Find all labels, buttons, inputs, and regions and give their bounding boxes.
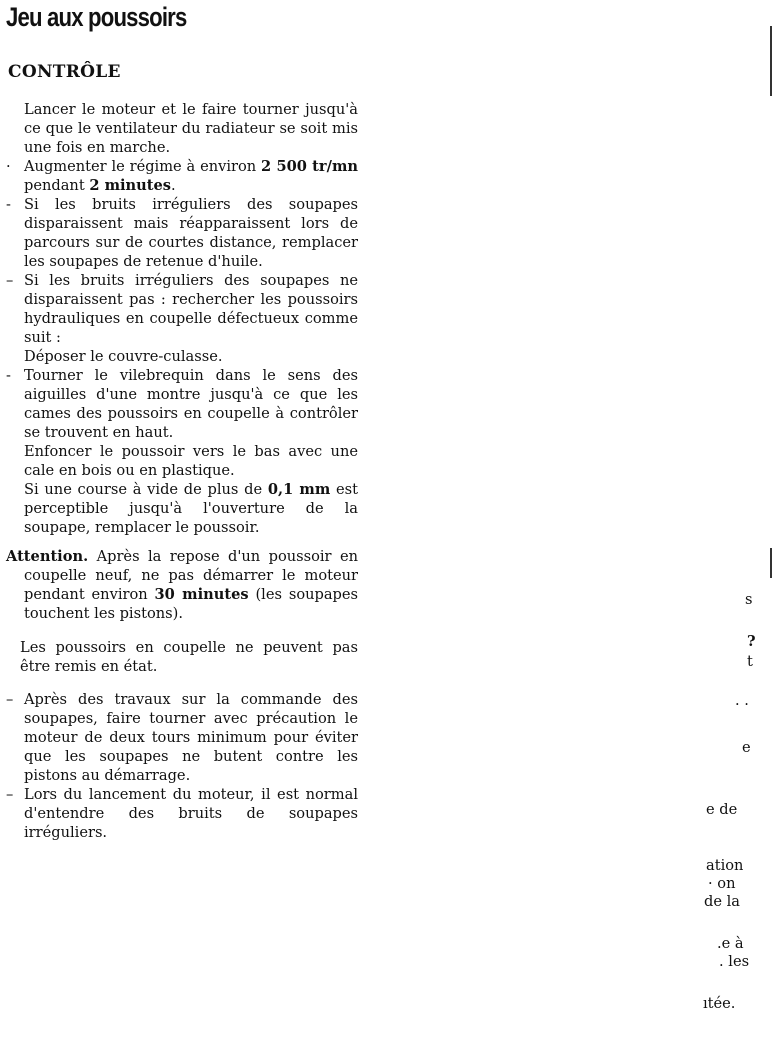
repair-note: Les poussoirs en coupelle ne peuvent pas être remis en état.: [20, 638, 358, 675]
edge-fragment: ?: [747, 633, 756, 650]
step-8: [6, 480, 358, 537]
attention-duration: 30 minutes: [154, 586, 249, 603]
edge-fragment: ıtée.: [703, 995, 736, 1012]
step-2-duration: 2 minutes: [89, 177, 172, 194]
step-8-text-post: est perceptible jusqu'à l'ouverture de la soupape, remplacer le poussoir.: [24, 481, 358, 536]
step-6-bullet: -: [6, 367, 11, 384]
step-3-text: Si les bruits irréguliers des soupapes disparaissent mais réapparaissent lors de parcours sur de courtes distance, remplacer les soupapes de retenue d'huile.: [24, 196, 358, 270]
edge-fragment: e de: [706, 801, 738, 818]
step-2-text-mid: pendant: [24, 177, 90, 194]
page-title: Jeu aux poussoirs: [6, 2, 187, 32]
step-5: [6, 347, 358, 366]
step-2-bullet: ·: [6, 158, 11, 175]
step-4: [6, 271, 358, 347]
step-1-text: Lancer le moteur et le faire tourner jusqu'à ce que le ventilateur du radiateur se soit mis une fois en marche.: [24, 101, 358, 156]
step-2-text-pre: Augmenter le régime à environ: [24, 158, 262, 175]
main-column: [6, 100, 358, 842]
after-step-2-bullet: –: [6, 786, 14, 804]
page-edge-rule: [770, 548, 772, 578]
step-5-text: Déposer le couvre-culasse.: [24, 348, 223, 365]
edge-fragment: e: [742, 739, 751, 756]
step-7: [6, 442, 358, 480]
edge-fragment: · on: [708, 875, 736, 892]
attention-text-pre: Après la repose d'un poussoir en coupelle neuf, ne pas démarrer le moteur pendant environ: [24, 548, 358, 603]
step-4-bullet: –: [6, 272, 14, 289]
step-2-rpm: 2 500 tr/mn: [261, 158, 358, 175]
step-3: [6, 195, 358, 271]
step-1: [6, 100, 358, 157]
edge-fragment: . les: [719, 953, 750, 970]
edge-fragment: t: [747, 653, 753, 670]
attention-label: Attention.: [6, 548, 89, 565]
edge-fragment: de la: [704, 893, 740, 910]
attention-note: [6, 547, 358, 623]
after-step-1-text: Après des travaux sur la commande des soupapes, faire tourner avec précaution le moteur de deux tours minimum pour éviter que les soupapes ne butent contre les pistons au démarrage.: [24, 691, 358, 785]
step-8-text-pre: Si une course à vide de plus de: [24, 481, 268, 498]
step-6: [6, 366, 358, 442]
edge-fragment: .e à: [717, 935, 744, 952]
after-step-1: [6, 690, 358, 785]
step-3-bullet: -: [6, 196, 11, 213]
step-7-text: Enfoncer le poussoir vers le bas avec une cale en bois ou en plastique.: [24, 443, 358, 479]
step-6-text: Tourner le vilebrequin dans le sens des aiguilles d'une montre jusqu'à ce que les cames des poussoirs en coupelle à contrôler se trouvent en haut.: [24, 367, 358, 441]
section-heading: CONTRÔLE: [8, 62, 121, 82]
after-step-2-text: Lors du lancement du moteur, il est normal d'entendre des bruits de soupapes irréguliers.: [24, 786, 358, 842]
edge-fragment: s: [745, 591, 753, 608]
step-8-clearance: 0,1 mm: [267, 481, 331, 498]
step-2: [6, 157, 358, 195]
edge-fragment: · ·: [735, 696, 749, 713]
attention-text-post: (les soupapes touchent les pistons).: [24, 586, 359, 622]
edge-fragment: ation: [706, 857, 744, 874]
step-2-text-post: .: [171, 177, 176, 194]
after-step-2: [6, 785, 358, 842]
page-edge-rule: [770, 26, 772, 96]
after-step-1-bullet: –: [6, 691, 14, 709]
step-4-text: Si les bruits irréguliers des soupapes ne disparaissent pas : rechercher les poussoirs hydrauliques en coupelle défectueux comme suit :: [24, 272, 358, 346]
